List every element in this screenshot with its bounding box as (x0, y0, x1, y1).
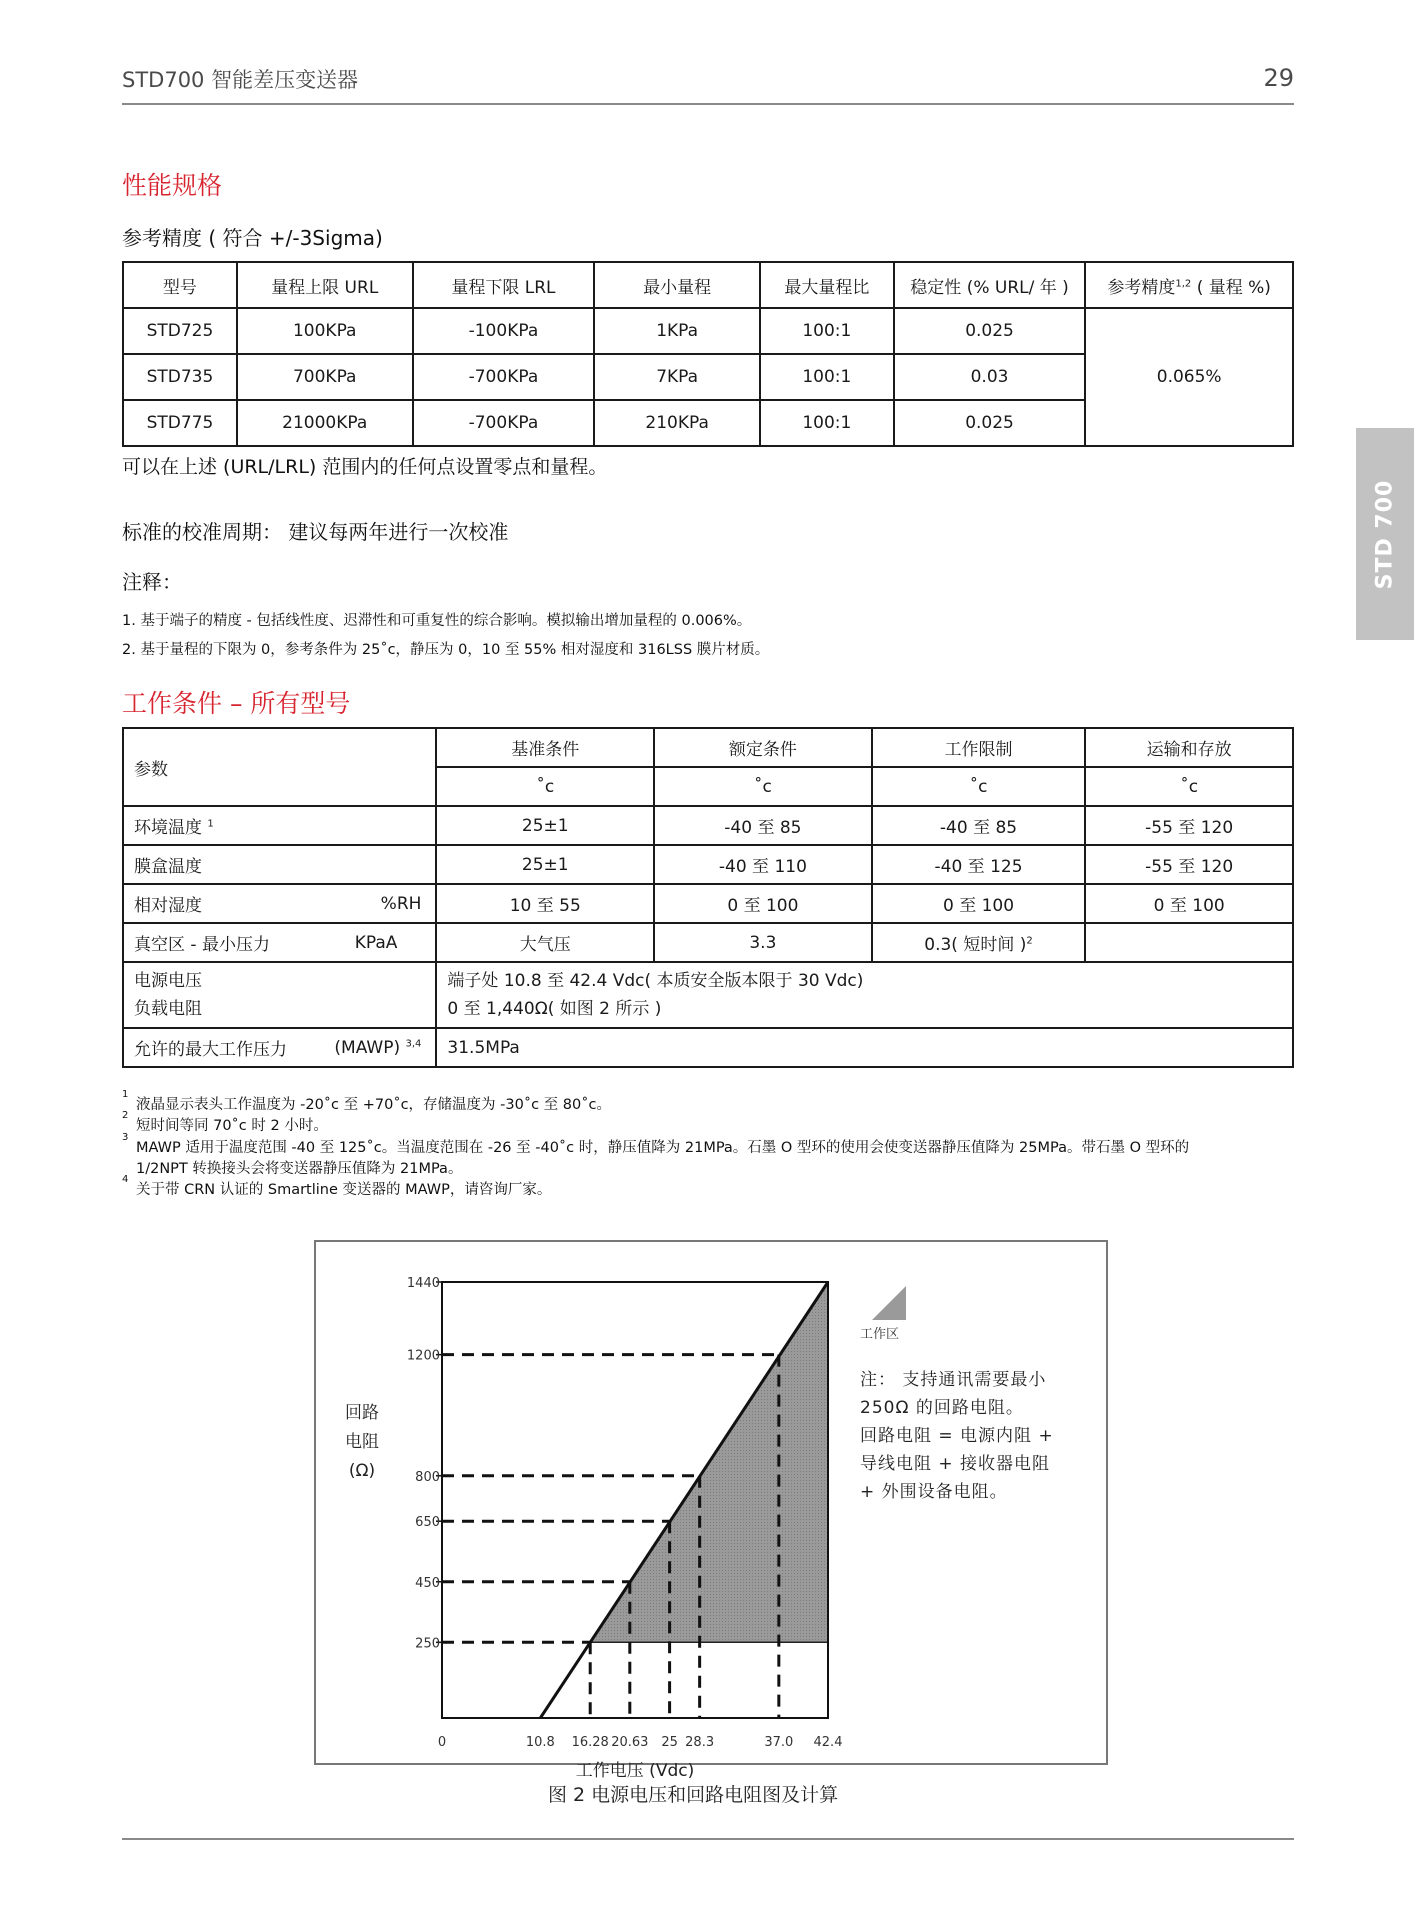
figure-caption: 图 2 电源电压和回路电阻图及计算 (548, 1784, 839, 1806)
header-title: STD700 智能差压变送器 (122, 68, 359, 92)
table-cell: -55 至 120 (1085, 845, 1293, 884)
x-tick-label: 28.3 (685, 1735, 715, 1750)
table-header-row (123, 728, 1293, 767)
x-tick-label: 10.8 (525, 1735, 555, 1750)
header-cell: 型号 (123, 262, 237, 308)
header-rule (122, 103, 1294, 105)
param-label-text: 相对湿度 (134, 896, 202, 916)
side-tab-label: STD 700 (1372, 479, 1398, 589)
y-tick-label: 1440 (406, 1276, 440, 1291)
footnote-text: 短时间等同 70˚c 时 2 小时。 (136, 1118, 328, 1134)
table-cell: STD725 (123, 308, 237, 354)
footnote-number: 3 (122, 1132, 129, 1143)
table-cell: 0 至 100 (872, 884, 1086, 923)
page-number: 29 (1263, 64, 1294, 92)
header-cell (1085, 262, 1293, 308)
after-table-text: 可以在上述 (URL/LRL) 范围内的任何点设置零点和量程。 (122, 456, 608, 478)
header-cell: 最小量程 (594, 262, 760, 308)
power-load-value (436, 962, 1293, 1028)
footnote-text: MAWP 适用于温度范围 -40 至 125˚c。当温度范围在 -26 至 -40˚c 时，静压值降为 21MPa。石墨 O 型环的使用会使变送器静压值降为 25MPa。带石墨 O 型环的 (136, 1140, 1190, 1156)
table-cell: 0.03 (894, 354, 1086, 400)
param-unit: %RH (380, 893, 422, 914)
header-cell: 基准条件 (436, 728, 654, 767)
param-label-text: 环境温度 (134, 818, 202, 838)
x-tick-label: 37.0 (764, 1735, 794, 1750)
conditions-table (122, 727, 1294, 1068)
x-tick-label: 0 (437, 1735, 447, 1750)
footnote-number: 2 (122, 1110, 129, 1121)
table-cell: -40 至 85 (872, 806, 1086, 845)
table-cell (1085, 923, 1293, 962)
section-title-performance: 性能规格 (122, 171, 223, 200)
table-cell: 700KPa (237, 354, 413, 400)
table-cell-merged-accuracy: 0.065% (1085, 308, 1293, 446)
table-row (123, 1028, 1293, 1067)
table-cell: 0.025 (894, 400, 1086, 446)
table-row (123, 308, 1293, 354)
header-cell: 稳定性 (% URL/ 年 ) (894, 262, 1086, 308)
table-cell: 21000KPa (237, 400, 413, 446)
param-header: 参数 (123, 728, 436, 806)
table-cell: -100KPa (413, 308, 595, 354)
table-cell: 1KPa (594, 308, 760, 354)
x-axis-label: 工作电压 (Vdc) (575, 1761, 695, 1781)
table-header-row (123, 262, 1293, 308)
table-cell-sup: 2 (1026, 935, 1033, 947)
x-tick-label: 20.63 (611, 1735, 649, 1750)
legend-label: 工作区 (860, 1327, 900, 1342)
figure-note-line: 注： 支持通讯需要最小 (860, 1370, 1047, 1390)
notes-title: 注释： (122, 570, 182, 594)
table-cell: 大气压 (436, 923, 654, 962)
power-label: 电源电压 (134, 971, 202, 991)
x-tick-label: 16.28 (571, 1735, 609, 1750)
table-cell: 10 至 55 (436, 884, 654, 923)
footer-rule (122, 1838, 1294, 1840)
table-cell: STD735 (123, 354, 237, 400)
y-tick-label: 250 (415, 1636, 440, 1652)
unit-cell: ˚c (872, 767, 1086, 806)
accuracy-table (122, 261, 1294, 447)
table-cell: 25±1 (436, 806, 654, 845)
param-unit: KPaA (354, 932, 398, 953)
table-cell: -700KPa (413, 354, 595, 400)
y-axis-label: (Ω) (348, 1461, 376, 1481)
power-value: 端子处 10.8 至 42.4 Vdc( 本质安全版本限于 30 Vdc) (447, 971, 864, 991)
load-value: 0 至 1,440Ω( 如图 2 所示 ) (447, 999, 662, 1019)
footnote-number: 4 (122, 1174, 129, 1185)
unit-cell: ˚c (1085, 767, 1293, 806)
table-cell (872, 923, 1086, 962)
footnote-text: 1/2NPT 转换接头会将变送器静压值降为 21MPa。 (136, 1161, 463, 1177)
y-axis-label: 回路 (345, 1403, 379, 1423)
table-cell: 0 至 100 (654, 884, 872, 923)
table-cell-text: 0.3( 短时间 ) (924, 935, 1027, 955)
y-tick-label: 800 (415, 1469, 440, 1485)
table-row (123, 962, 1293, 1028)
table-row (123, 884, 1293, 923)
mawp-unit: (MAWP) (334, 1037, 401, 1058)
header-cell: 额定条件 (654, 728, 872, 767)
mawp-label-text: 允许的最大工作压力 (134, 1040, 287, 1060)
mawp-unit-wrap (334, 1038, 421, 1058)
calibration-text: 标准的校准周期： 建议每两年进行一次校准 (122, 520, 509, 544)
figure-note-line: + 外围设备电阻。 (860, 1482, 1008, 1502)
header-sup: 1,2 (1175, 277, 1192, 289)
table-cell: 7KPa (594, 354, 760, 400)
footnote-text: 关于带 CRN 认证的 Smartline 变送器的 MAWP，请咨询厂家。 (136, 1182, 552, 1198)
table-cell: 100:1 (760, 400, 894, 446)
footnote-number: 1 (122, 1089, 129, 1100)
table-cell: 25±1 (436, 845, 654, 884)
table-cell: -40 至 125 (872, 845, 1086, 884)
param-label (123, 923, 436, 962)
accuracy-heading: 参考精度 ( 符合 +/-3Sigma) (122, 226, 383, 250)
y-tick-label: 1200 (406, 1348, 440, 1364)
table-cell: -700KPa (413, 400, 595, 446)
figure-note-line: 回路电阻 = 电源内阻 + (860, 1426, 1054, 1446)
header-text: ( 量程 %) (1196, 277, 1271, 298)
table-row (123, 806, 1293, 845)
param-label-text: 真空区 - 最小压力 (134, 935, 270, 955)
x-tick-label: 25 (661, 1735, 678, 1750)
table-cell: 0.025 (894, 308, 1086, 354)
table-cell: -55 至 120 (1085, 806, 1293, 845)
header-cell: 量程下限 LRL (413, 262, 595, 308)
table-cell: 100:1 (760, 308, 894, 354)
table-cell: 0 至 100 (1085, 884, 1293, 923)
table-cell: -40 至 110 (654, 845, 872, 884)
power-load-label (123, 962, 436, 1028)
figure-note (860, 1366, 1054, 1506)
header-cell: 量程上限 URL (237, 262, 413, 308)
section-title-conditions: 工作条件 – 所有型号 (122, 689, 351, 718)
note-2: 2. 基于量程的下限为 0，参考条件为 25˚c，静压为 0，10 至 55% 相对湿度和 316LSS 膜片材质。 (122, 642, 770, 658)
note-1: 1. 基于端子的精度 - 包括线性度、迟滞性和可重复性的综合影响。模拟输出增加量程的 0.006%。 (122, 613, 752, 629)
unit-cell: ˚c (436, 767, 654, 806)
header-cell: 运输和存放 (1085, 728, 1293, 767)
header-cell: 最大量程比 (760, 262, 894, 308)
mawp-value: 31.5MPa (436, 1028, 1293, 1067)
header-cell: 工作限制 (872, 728, 1086, 767)
mawp-sup: 3,4 (405, 1037, 422, 1049)
mawp-label (123, 1028, 436, 1067)
param-label (123, 806, 436, 845)
table-cell: -40 至 85 (654, 806, 872, 845)
y-axis-label: 电阻 (345, 1432, 379, 1452)
table-row (123, 845, 1293, 884)
table-cell: 210KPa (594, 400, 760, 446)
figure-note-line: 250Ω 的回路电阻。 (860, 1398, 1024, 1418)
y-tick-label: 450 (415, 1575, 440, 1591)
param-label-sup: 1 (207, 818, 214, 830)
y-tick-label: 650 (415, 1515, 440, 1531)
load-label: 负载电阻 (134, 999, 202, 1019)
param-label (123, 884, 436, 923)
table-cell: 3.3 (654, 923, 872, 962)
table-cell: STD775 (123, 400, 237, 446)
side-tab (1356, 428, 1414, 640)
header-text: 参考精度 (1107, 277, 1176, 298)
footnote-text: 液晶显示表头工作温度为 -20˚c 至 +70˚c，存储温度为 -30˚c 至 80˚c。 (136, 1097, 611, 1113)
legend-swatch (872, 1286, 906, 1320)
table-row (123, 923, 1293, 962)
figure-note-line: 导线电阻 + 接收器电阻 (860, 1454, 1051, 1474)
table-cell: 100:1 (760, 354, 894, 400)
table-cell: 100KPa (237, 308, 413, 354)
x-tick-label: 42.4 (813, 1735, 843, 1750)
unit-cell: ˚c (654, 767, 872, 806)
param-label: 膜盒温度 (123, 845, 436, 884)
